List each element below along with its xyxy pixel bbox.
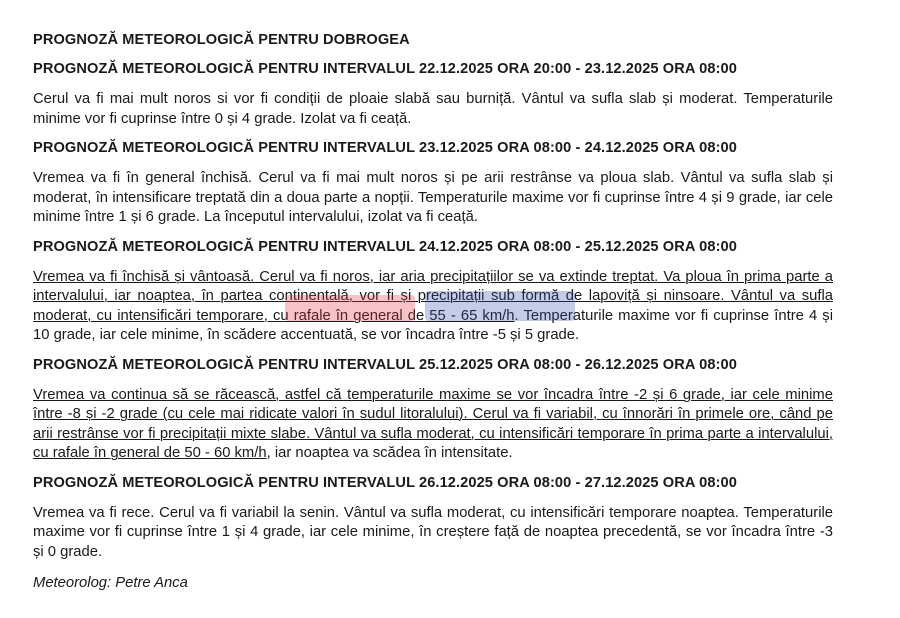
document-title: PROGNOZĂ METEOROLOGICĂ PENTRU DOBROGEA <box>33 32 410 48</box>
section-heading-1: PROGNOZĂ METEOROLOGICĂ PENTRU INTERVALUL 22.12.2025 ORA 20:00 - 23.12.2025 ORA 08:00 <box>33 61 737 77</box>
section-text-3-underlined: Vremea va fi închisă și vântoasă. Cerul va fi noros, iar aria precipitațiilor se va extinde treptat. Va ploua în prima parte a intervalului, iar noaptea, în partea continentală, vor fi și precipitații sub formă de lapoviță și ninsoare. Vântul va sufla moderat, cu intensificări temporare, cu rafale în general de 55 - 65 km/h <box>33 268 833 324</box>
section-text-4-rest: , iar noaptea va scădea în intensitate. <box>266 445 513 461</box>
section-heading-5: PROGNOZĂ METEOROLOGICĂ PENTRU INTERVALUL 26.12.2025 ORA 08:00 - 27.12.2025 ORA 08:00 <box>33 474 737 491</box>
meteorologist-signature: Meteorolog: Petre Anca <box>33 575 188 591</box>
section-text-5: Vremea va fi rece. Cerul va fi variabil la senin. Vântul va sufla moderat, cu intensificări temporare noaptea. Temperaturile maxime vor fi cuprinse între 1 și 4 grade, iar cele minime, în creștere față de noaptea precedentă, se vor încadra între -3 și 0 grade. <box>33 504 833 560</box>
section-heading-2: PROGNOZĂ METEOROLOGICĂ PENTRU INTERVALUL 23.12.2025 ORA 08:00 - 24.12.2025 ORA 08:00 <box>33 140 737 156</box>
section-heading-4: PROGNOZĂ METEOROLOGICĂ PENTRU INTERVALUL 25.12.2025 ORA 08:00 - 26.12.2025 ORA 08:00 <box>33 356 737 373</box>
section-text-3 <box>33 268 833 346</box>
forecast-document <box>33 32 833 591</box>
section-text-2: Vremea va fi în general închisă. Cerul va fi mai mult noros și pe arii restrânse va ploua slab. Vântul va sufla slab și moderat, în intensificare treptată din a doua parte a nopții. Temperaturile maxime vor fi cuprinse între 4 și 9 grade, iar cele minime între 1 și 6 grade. La începutul intervalului, izolat va fi ceață. <box>33 170 833 225</box>
section-text-3-rest: . Temperaturile maxime vor fi cuprinse între 4 și 10 grade, iar cele minime, în scădere accentuată, se vor încadra între -5 și 5 grade. <box>33 307 833 343</box>
section-text-1: Cerul va fi mai mult noros si vor fi condiții de ploaie slabă sau burniță. Vântul va sufla slab și moderat. Temperaturile minime vor fi cuprinse între 0 și 4 grade. Izolat va fi ceață. <box>33 91 833 127</box>
section-text-4-underlined: Vremea va continua să se răcească, astfel că temperaturile maxime se vor încadra între -2 și 6 grade, iar cele minime între -8 și -2 grade (cu cele mai ridicate valori în sudul litoralului). Cerul va fi variabil, cu înnorări în primele ore, când pe arii restrânse vor fi precipitații mixte slabe. Vântul va sufla moderat, cu intensificări temporare în prima parte a intervalului, cu rafale în general de 50 - 60 km/h <box>33 386 833 461</box>
section-text-4 <box>33 386 833 464</box>
section-heading-3: PROGNOZĂ METEOROLOGICĂ PENTRU INTERVALUL 24.12.2025 ORA 08:00 - 25.12.2025 ORA 08:00 <box>33 238 737 255</box>
